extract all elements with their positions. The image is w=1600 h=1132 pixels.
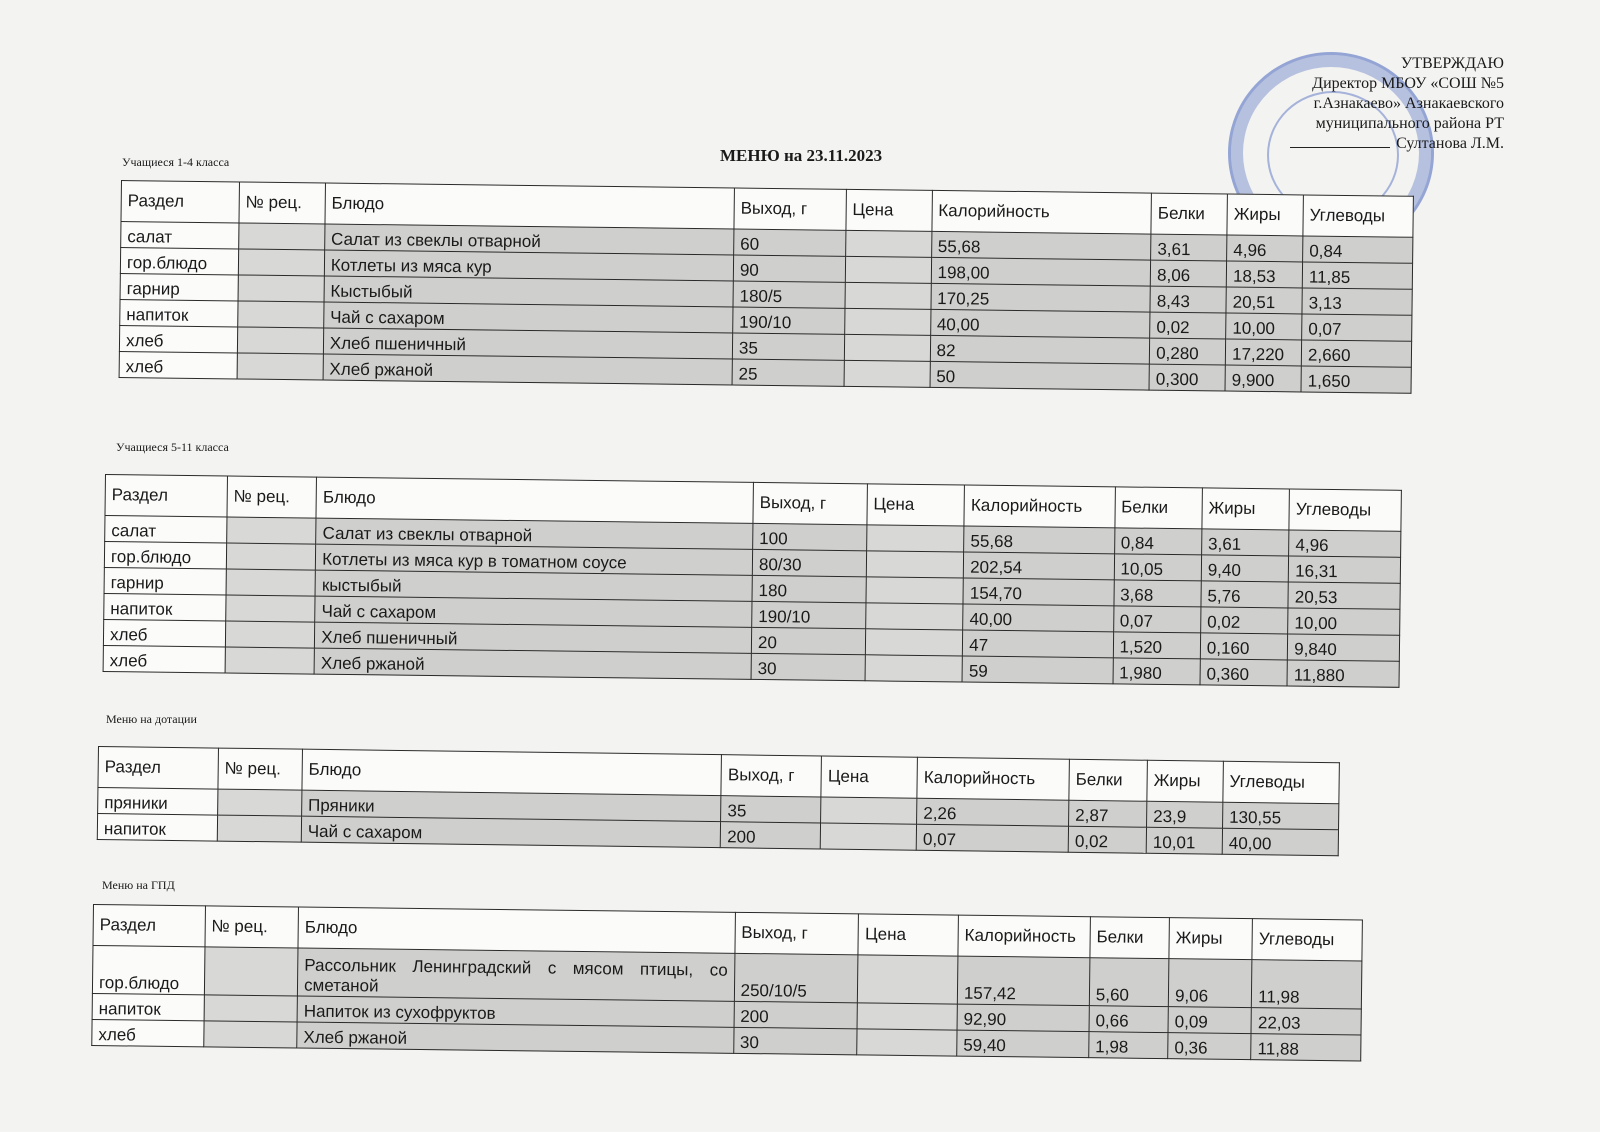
cell-dish: Чай с сахаром: [301, 816, 721, 847]
cell-calories: 59: [962, 656, 1113, 684]
cell-protein: 0,66: [1089, 1006, 1168, 1033]
cell-recipe-no: [204, 947, 298, 996]
column-header-fat: Жиры: [1169, 918, 1253, 960]
column-header-calories: Калорийность: [932, 190, 1152, 234]
approval-district: муниципального района РТ: [1315, 115, 1504, 132]
cell-recipe-no: [226, 569, 316, 596]
cell-dish: Рассольник Ленинградский с мясом птицы, со сметаной: [297, 948, 734, 1001]
column-header-recipe-no: № рец.: [205, 906, 299, 948]
column-header-calories: Калорийность: [964, 485, 1115, 528]
cell-dish: Хлеб ржаной: [323, 354, 732, 385]
cell-portion: 200: [721, 822, 821, 849]
cell-price: [844, 334, 930, 361]
cell-portion: 35: [721, 796, 821, 823]
cell-carbs: 11,85: [1302, 262, 1412, 289]
column-header-portion: Выход, г: [721, 755, 821, 797]
cell-dish: Салат из свеклы отварной: [324, 224, 733, 255]
cell-protein: 0,280: [1150, 338, 1226, 365]
column-header-protein: Белки: [1151, 193, 1227, 235]
cell-portion: 250/10/5: [734, 953, 858, 1003]
cell-portion: 180: [752, 575, 866, 602]
column-header-recipe-no: № рец.: [218, 748, 302, 790]
cell-calories: 55,68: [964, 526, 1115, 554]
cell-section: гор.блюдо: [120, 248, 238, 275]
column-header-portion: Выход, г: [734, 188, 846, 230]
approval-school: г.Азнакаево» Азнакаевского: [1313, 95, 1504, 112]
approval-signatory: Султанова Л.М.: [1396, 135, 1504, 152]
cell-carbs: 130,55: [1223, 802, 1339, 830]
cell-section: гарнир: [104, 567, 226, 594]
cell-protein: 1,98: [1089, 1032, 1168, 1059]
cell-calories: 157,42: [957, 956, 1090, 1006]
cell-fat: 10,00: [1226, 313, 1302, 340]
cell-price: [845, 256, 931, 283]
cell-protein: 1,980: [1113, 658, 1201, 685]
cell-fat: 17,220: [1225, 339, 1301, 366]
cell-price: [845, 282, 931, 309]
column-header-calories: Калорийность: [958, 915, 1090, 958]
cell-section: гор.блюдо: [92, 946, 204, 995]
cell-section: хлеб: [119, 325, 237, 352]
cell-protein: 0,07: [1113, 606, 1201, 633]
cell-section: хлеб: [92, 1019, 204, 1046]
cell-carbs: 20,53: [1288, 582, 1400, 609]
column-header-price: Цена: [821, 756, 917, 798]
cell-section: гор.блюдо: [104, 542, 226, 569]
section-caption-grades-1-4: Учащиеся 1-4 класса: [122, 155, 230, 169]
cell-price: [821, 797, 917, 824]
cell-fat: 23,9: [1147, 801, 1223, 828]
cell-portion: 60: [734, 229, 846, 256]
cell-fat: 20,51: [1226, 287, 1302, 314]
cell-recipe-no: [237, 353, 323, 380]
column-header-recipe-no: № рец.: [227, 476, 317, 518]
section-caption-subsidized: Меню на дотации: [106, 712, 197, 726]
cell-protein: 8,43: [1150, 286, 1226, 313]
cell-recipe-no: [225, 621, 315, 648]
cell-price: [820, 823, 916, 850]
cell-calories: 47: [963, 630, 1114, 658]
cell-calories: 2,26: [917, 798, 1069, 826]
column-header-protein: Белки: [1090, 917, 1170, 959]
cell-price: [865, 629, 963, 656]
cell-carbs: 9,840: [1288, 634, 1400, 661]
cell-portion: 200: [734, 1001, 858, 1029]
column-header-dish: Блюдо: [302, 749, 722, 795]
cell-dish: Чай с сахаром: [315, 596, 752, 627]
column-header-price: Цена: [867, 484, 965, 526]
approval-block: [1290, 54, 1504, 154]
cell-price: [866, 525, 964, 552]
cell-protein: 0,02: [1150, 312, 1226, 339]
cell-price: [866, 577, 964, 604]
menu-table-subsidized: [97, 746, 1340, 856]
cell-portion: 30: [751, 653, 865, 680]
column-header-protein: Белки: [1114, 487, 1202, 529]
cell-portion: 190/10: [752, 601, 866, 628]
cell-portion: 80/30: [752, 549, 866, 576]
cell-fat: 9,06: [1168, 959, 1252, 1008]
cell-calories: 55,68: [931, 231, 1151, 260]
column-header-carbs: Углеводы: [1289, 489, 1401, 531]
cell-price: [857, 1029, 957, 1056]
cell-carbs: 1,650: [1301, 366, 1411, 393]
cell-recipe-no: [225, 647, 315, 674]
cell-portion: 100: [753, 523, 867, 550]
cell-fat: 18,53: [1226, 261, 1302, 288]
column-header-section: Раздел: [98, 747, 218, 790]
cell-price: [865, 603, 963, 630]
cell-dish: Котлеты из мяса кур: [324, 250, 733, 281]
cell-dish: Хлеб пшеничный: [323, 328, 732, 359]
cell-calories: 59,40: [957, 1030, 1089, 1058]
cell-recipe-no: [226, 595, 316, 622]
cell-recipe-no: [218, 789, 302, 816]
column-header-price: Цена: [846, 189, 932, 231]
cell-carbs: 2,660: [1301, 340, 1411, 367]
cell-section: напиток: [92, 993, 204, 1020]
column-header-dish: Блюдо: [316, 477, 753, 523]
cell-section: напиток: [104, 593, 226, 620]
cell-protein: 0,300: [1149, 364, 1225, 391]
cell-calories: 0,07: [916, 824, 1068, 852]
cell-fat: 9,900: [1225, 365, 1301, 392]
cell-carbs: 3,13: [1302, 288, 1412, 315]
cell-carbs: 11,880: [1287, 660, 1399, 687]
cell-calories: 92,90: [957, 1004, 1089, 1032]
cell-carbs: 0,07: [1302, 314, 1412, 341]
cell-section: гарнир: [120, 273, 238, 300]
cell-section: салат: [121, 222, 239, 249]
cell-section: пряники: [98, 788, 218, 816]
approval-director: Директор МБОУ «СОШ №5: [1312, 75, 1504, 92]
column-header-section: Раздел: [105, 475, 227, 517]
column-header-dish: Блюдо: [325, 183, 735, 229]
cell-price: [866, 551, 964, 578]
column-header-carbs: Углеводы: [1223, 761, 1340, 804]
cell-protein: 0,02: [1068, 826, 1146, 853]
cell-recipe-no: [217, 815, 301, 842]
cell-dish: Кыстыбый: [324, 276, 733, 307]
cell-portion: 20: [751, 627, 865, 654]
cell-carbs: 11,98: [1252, 960, 1362, 1009]
column-header-section: Раздел: [93, 905, 205, 947]
cell-recipe-no: [237, 327, 323, 354]
cell-dish: кыстыбый: [315, 570, 752, 601]
cell-fat: 0,160: [1200, 633, 1288, 660]
column-header-calories: Калорийность: [917, 757, 1069, 800]
cell-protein: 3,61: [1151, 234, 1227, 261]
column-header-portion: Выход, г: [753, 482, 867, 524]
cell-carbs: 16,31: [1289, 556, 1401, 583]
column-header-recipe-no: № рец.: [239, 182, 325, 224]
cell-recipe-no: [238, 249, 324, 276]
column-header-portion: Выход, г: [735, 912, 859, 955]
cell-fat: 5,76: [1201, 581, 1289, 608]
cell-carbs: 22,03: [1251, 1008, 1361, 1035]
cell-protein: 0,84: [1114, 528, 1202, 555]
cell-dish: Котлеты из мяса кур в томатном соусе: [316, 544, 753, 575]
cell-calories: 202,54: [964, 552, 1115, 580]
approval-signature: [1290, 134, 1504, 154]
cell-carbs: 4,96: [1289, 530, 1401, 557]
cell-dish: Салат из свеклы отварной: [316, 518, 753, 549]
cell-calories: 170,25: [931, 283, 1151, 312]
cell-protein: 3,68: [1114, 580, 1202, 607]
cell-price: [844, 360, 930, 387]
section-caption-grades-5-11: Учащиеся 5-11 класса: [116, 440, 229, 454]
cell-recipe-no: [239, 223, 325, 250]
cell-portion: 30: [733, 1027, 857, 1055]
cell-protein: 2,87: [1069, 800, 1147, 827]
cell-price: [865, 655, 963, 682]
cell-dish: Пряники: [301, 790, 721, 821]
cell-dish: Хлеб пшеничный: [315, 622, 752, 653]
cell-price: [845, 230, 931, 257]
column-header-fat: Жиры: [1227, 194, 1303, 236]
cell-fat: 10,01: [1146, 827, 1222, 854]
column-header-dish: Блюдо: [298, 907, 735, 953]
cell-recipe-no: [226, 543, 316, 570]
column-header-section: Раздел: [121, 181, 239, 223]
cell-protein: 1,520: [1113, 632, 1201, 659]
cell-carbs: 11,88: [1251, 1034, 1361, 1061]
cell-fat: 0,09: [1168, 1007, 1252, 1034]
column-header-fat: Жиры: [1202, 488, 1290, 530]
signature-line: [1290, 147, 1390, 148]
column-header-carbs: Углеводы: [1252, 919, 1362, 961]
menu-table-grades-5-11: [103, 474, 1402, 688]
cell-price: [857, 1003, 957, 1030]
cell-dish: Напиток из сухофруктов: [297, 996, 734, 1027]
cell-price: [858, 955, 958, 1004]
cell-protein: 5,60: [1089, 958, 1169, 1007]
cell-portion: 190/10: [733, 307, 845, 334]
cell-section: салат: [105, 516, 227, 543]
approval-heading: УТВЕРЖДАЮ: [1400, 55, 1504, 72]
cell-section: напиток: [97, 814, 217, 842]
cell-fat: 0,360: [1200, 659, 1288, 686]
section-caption-extended-day: Меню на ГПД: [102, 878, 175, 892]
menu-table-grades-1-4: [119, 180, 1414, 394]
cell-calories: 154,70: [963, 578, 1114, 606]
cell-fat: 4,96: [1227, 235, 1303, 262]
column-header-carbs: Углеводы: [1303, 195, 1413, 237]
column-header-protein: Белки: [1069, 759, 1147, 801]
cell-section: хлеб: [103, 645, 225, 672]
cell-section: напиток: [120, 299, 238, 326]
cell-calories: 40,00: [963, 604, 1114, 632]
cell-recipe-no: [227, 517, 317, 544]
cell-carbs: 10,00: [1288, 608, 1400, 635]
cell-section: хлеб: [119, 351, 237, 378]
cell-carbs: 0,84: [1303, 236, 1413, 263]
cell-carbs: 40,00: [1222, 828, 1338, 856]
cell-recipe-no: [238, 301, 324, 328]
cell-calories: 50: [930, 361, 1150, 390]
cell-recipe-no: [204, 995, 298, 1022]
cell-section: хлеб: [103, 619, 225, 646]
cell-fat: 0,36: [1168, 1033, 1252, 1060]
cell-dish: Хлеб ржаной: [314, 648, 751, 679]
cell-calories: 40,00: [930, 309, 1150, 338]
cell-protein: 10,05: [1114, 554, 1202, 581]
cell-dish: Хлеб ржаной: [297, 1022, 734, 1053]
cell-calories: 198,00: [931, 257, 1151, 286]
cell-price: [844, 308, 930, 335]
cell-dish: Чай с сахаром: [324, 302, 733, 333]
cell-calories: 82: [930, 335, 1150, 364]
cell-portion: 25: [732, 359, 844, 386]
cell-fat: 3,61: [1201, 529, 1289, 556]
cell-protein: 8,06: [1150, 260, 1226, 287]
cell-portion: 180/5: [733, 281, 845, 308]
column-header-price: Цена: [858, 914, 958, 956]
cell-recipe-no: [238, 275, 324, 302]
cell-portion: 35: [732, 333, 844, 360]
cell-fat: 9,40: [1201, 555, 1289, 582]
page-title: МЕНЮ на 23.11.2023: [720, 146, 883, 165]
column-header-fat: Жиры: [1147, 760, 1223, 802]
cell-portion: 90: [733, 255, 845, 282]
cell-recipe-no: [203, 1021, 297, 1048]
cell-fat: 0,02: [1201, 607, 1289, 634]
menu-table-extended-day: [91, 904, 1363, 1062]
